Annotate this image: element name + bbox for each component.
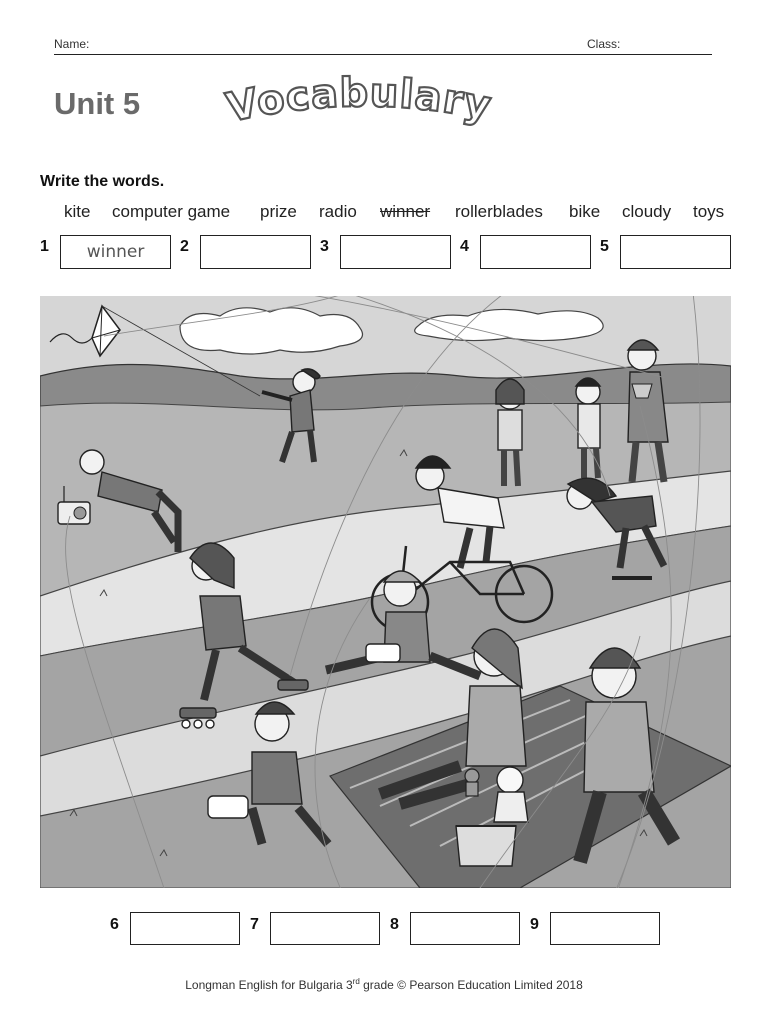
word-bank-item: bike [569, 202, 601, 221]
word-bank-item: cloudy [622, 202, 672, 221]
footer-copyright [0, 977, 768, 992]
vocabulary-logo-text: Vocabulary [222, 74, 496, 132]
answer-number: 1 [40, 238, 49, 255]
trophy-icon [632, 384, 652, 398]
name-label: Name: [54, 37, 90, 51]
word-bank-item: radio [319, 202, 357, 221]
svg-text:Vocabulary [223, 74, 496, 132]
vocabulary-logo [222, 74, 542, 144]
answer-number: 9 [530, 916, 539, 933]
answer-number: 3 [320, 238, 329, 255]
answer-box-7[interactable] [270, 912, 380, 945]
word-bank-item: toys [693, 202, 725, 221]
cloud-icon [180, 308, 363, 354]
answer-box-6[interactable] [130, 912, 240, 945]
word-bank-item: prize [260, 202, 297, 221]
answer-number: 8 [390, 916, 399, 933]
word-bank-item: kite [64, 202, 91, 221]
answer-box-5[interactable] [620, 235, 731, 269]
instruction: Write the words. [40, 173, 165, 190]
answer-number: 7 [250, 916, 259, 933]
answer-box-8[interactable] [410, 912, 520, 945]
answer-number: 2 [180, 238, 189, 255]
answer-number: 6 [110, 916, 119, 933]
footer-superscript: rd [352, 977, 360, 986]
word-bank-item-crossed: winner [380, 202, 431, 221]
answer-number: 4 [460, 238, 469, 255]
answer-number: 5 [600, 238, 609, 255]
toy-box-icon [456, 826, 516, 866]
word-bank [40, 202, 730, 226]
answer-box-2[interactable] [200, 235, 311, 269]
word-bank-item: computer game [112, 202, 231, 221]
footer-text-suffix: grade © Pearson Education Limited 2018 [359, 978, 583, 992]
answer-box-3[interactable] [340, 235, 451, 269]
class-label: Class: [587, 37, 621, 51]
handheld-game-icon [208, 796, 248, 818]
answer-box-4[interactable] [480, 235, 591, 269]
computer-game-icon [366, 644, 400, 662]
answer-box-9[interactable] [550, 912, 660, 945]
header-line [54, 54, 712, 55]
word-bank-item: rollerblades [455, 202, 543, 221]
toy-teddy-icon [465, 769, 479, 796]
park-scene-illustration [40, 296, 731, 888]
answer-box-1[interactable]: winner [60, 235, 171, 269]
footer-text-prefix: Longman English for Bulgaria 3 [185, 978, 353, 992]
unit-title: Unit 5 [54, 86, 141, 121]
